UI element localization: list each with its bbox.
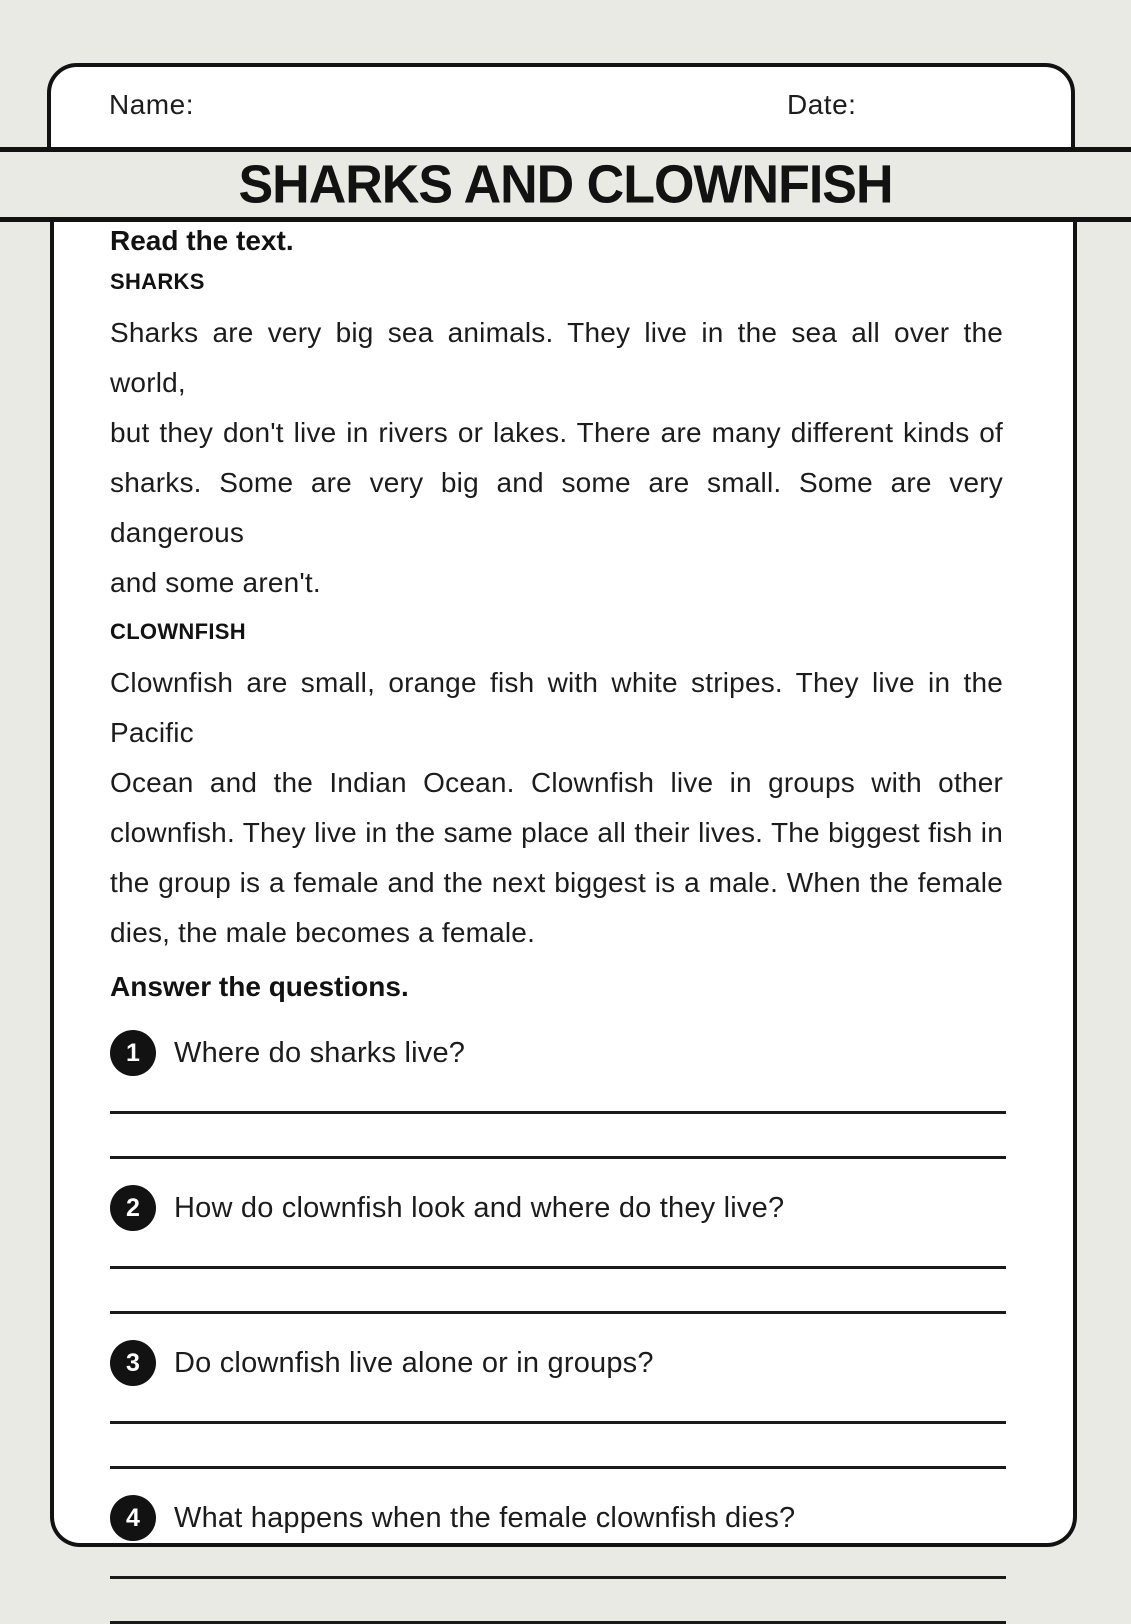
question (110, 1495, 1003, 1624)
date-field[interactable] (881, 85, 1061, 129)
name-field[interactable] (251, 85, 731, 129)
question-number-badge: 3 (110, 1340, 156, 1386)
passage-heading: SHARKS (110, 269, 205, 294)
answer-line[interactable] (110, 1386, 1006, 1424)
answer-line[interactable] (110, 1076, 1006, 1114)
answer-lines (110, 1076, 1003, 1159)
passage-line: sharks. Some are very big and some are small. Some are very dangerous (110, 467, 1003, 548)
title-band (0, 147, 1131, 222)
answer-line[interactable] (110, 1579, 1006, 1624)
read-instruction: Read the text. (110, 225, 294, 256)
question-row (110, 1185, 1003, 1231)
passage-line: Sharks are very big sea animals. They live in the sea all over the world, (110, 317, 1003, 398)
page-title: SHARKS AND CLOWNFISH (238, 154, 893, 215)
passage-line: dies, the male becomes a female. (110, 917, 536, 948)
question (110, 1030, 1003, 1159)
name-date-box (47, 63, 1075, 158)
passage-line: the group is a female and the next biggest is a male. When the female (110, 867, 1003, 898)
answer-lines (110, 1386, 1003, 1469)
answer-line[interactable] (110, 1541, 1006, 1579)
question (110, 1340, 1003, 1469)
question-text: What happens when the female clownfish dies? (174, 1501, 796, 1534)
question-number-badge: 2 (110, 1185, 156, 1231)
passage-line: and some aren't. (110, 567, 321, 598)
answer-lines (110, 1541, 1003, 1624)
question-text: How do clownfish look and where do they live? (174, 1191, 785, 1224)
question-number-badge: 1 (110, 1030, 156, 1076)
answer-line[interactable] (110, 1231, 1006, 1269)
passage-heading: CLOWNFISH (110, 619, 246, 644)
passage (110, 618, 1003, 958)
date-label: Date: (787, 89, 857, 120)
worksheet-content (54, 218, 1073, 1624)
answer-instruction: Answer the questions. (110, 971, 409, 1002)
passage-line: Ocean and the Indian Ocean. Clownfish live in groups with other (110, 767, 1003, 798)
answer-lines (110, 1231, 1003, 1314)
passage-text (110, 658, 1003, 958)
passage-line: clownfish. They live in the same place all their lives. The biggest fish in (110, 817, 1003, 848)
passage-line: Clownfish are small, orange fish with white stripes. They live in the Pacific (110, 667, 1003, 748)
worksheet-box (50, 218, 1077, 1547)
passage (110, 268, 1003, 608)
passages-section (110, 268, 1003, 958)
name-label: Name: (109, 89, 194, 120)
question-text: Where do sharks live? (174, 1036, 466, 1069)
question-row (110, 1340, 1003, 1386)
question-row (110, 1030, 1003, 1076)
answer-line[interactable] (110, 1269, 1006, 1314)
passage-line: but they don't live in rivers or lakes. There are many different kinds of (110, 417, 1003, 448)
passage-text (110, 308, 1003, 608)
question-row (110, 1495, 1003, 1541)
questions-section (110, 1030, 1003, 1624)
question (110, 1185, 1003, 1314)
answer-line[interactable] (110, 1114, 1006, 1159)
answer-line[interactable] (110, 1424, 1006, 1469)
question-number-badge: 4 (110, 1495, 156, 1541)
question-text: Do clownfish live alone or in groups? (174, 1346, 654, 1379)
